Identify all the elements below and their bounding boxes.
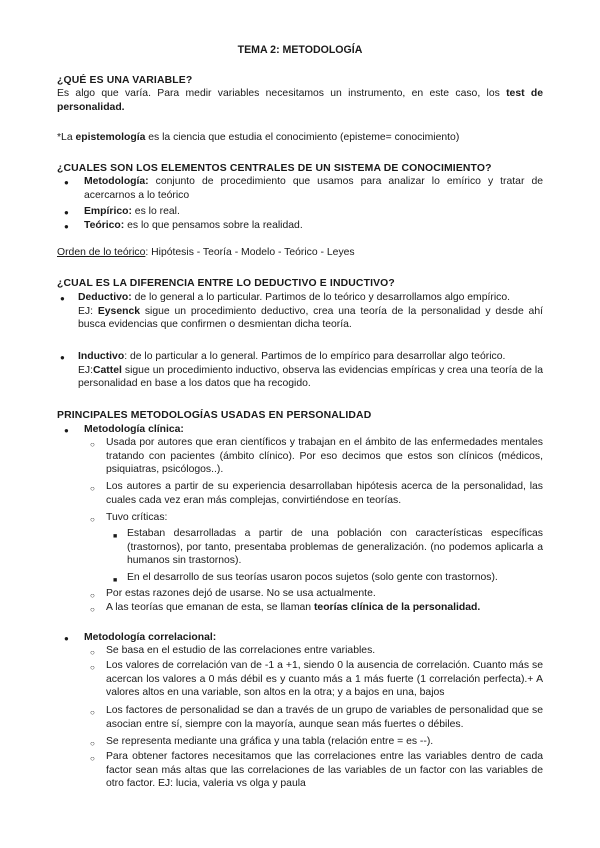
criticism-1: Estaban desarrolladas a partir de una población con características específicas (trastornos), por tanto, presentaba problemas de generalización. (no podemos aplicarla a humanos sin trastornos). — [127, 528, 543, 567]
circle-bullet-icon: ○ — [90, 739, 95, 748]
item-text: es lo que pensamos sobre la realidad. — [124, 220, 303, 231]
epistemology-note — [57, 131, 543, 145]
bullet-icon: ● — [64, 426, 69, 435]
list-item-metodologia — [84, 175, 543, 202]
clinical-point-1: Usada por autores que eran científicos y trabajan en el ámbito de las enfermedades mentales tratando con pacientes (ámbito clínico). Por eso decimos que estos son clínicos (médicos, psiquiatras, psicólogos..). — [106, 437, 543, 476]
clinical-label-text: Metodología clínica: — [84, 424, 184, 435]
bullet-icon: ● — [64, 208, 69, 217]
correlational-label — [84, 631, 216, 645]
note-text: es la ciencia que estudia el conocimiento (episteme= conocimiento) — [148, 132, 460, 143]
example-author: Eysenck — [97, 305, 141, 317]
deductive-label: Deductivo: — [78, 292, 132, 303]
inductive-example — [78, 364, 543, 391]
criticism-2: En el desarrollo de sus teorías usaron pocos sujetos (solo gente con trastornos). — [127, 572, 498, 583]
clinical-point-2: Los autores a partir de su experiencia desarrollaban hipótesis acerca de la personalidad, las cuales cada vez eran más complejas, convirtiéndose en teorías. — [106, 481, 543, 506]
clinical-theories-bold: teorías clínica de la personalidad. — [313, 602, 481, 613]
item-text: conjunto de procedimiento que usamos para analizar lo emírico y tratar de acercarnos a lo teórico — [84, 176, 543, 201]
deductive-item — [78, 291, 543, 332]
list-item-teorico — [84, 219, 543, 233]
circle-bullet-icon: ○ — [90, 484, 95, 493]
circle-bullet-icon: ○ — [90, 648, 95, 657]
list-item-empirico — [84, 205, 543, 219]
order-label: Orden de lo teórico — [57, 247, 146, 258]
example-text: sigue un procedimiento deductivo, crea una teoría de la personalidad y desde ahí busca evidencias que confirmen o desmientan dicha teoría. — [78, 305, 543, 331]
correlational-point-2: Los valores de correlación van de -1 a +1, siendo 0 la ausencia de correlación. Cuanto más se acercan los valores a 0 más débil es y cuanto más a 1 más fuerte (1 correlación perfecta).+ A valores altos en una variable, son altos en la otra; y a bajos en una, bajos — [106, 660, 543, 699]
inductive-line — [78, 350, 543, 364]
inductive-label: Inductivo — [78, 351, 125, 362]
clinical-point-5 — [106, 601, 543, 615]
square-bullet-icon: ■ — [113, 533, 118, 540]
deductive-example — [78, 305, 543, 332]
deductive-text: de lo general a lo particular. Partimos de lo teórico y desarrollamos algo empírico. — [131, 292, 510, 303]
circle-bullet-icon: ○ — [90, 663, 95, 672]
circle-bullet-icon: ○ — [90, 605, 95, 614]
circle-bullet-icon: ○ — [90, 515, 95, 524]
clinical-label — [84, 423, 184, 437]
clinical-point-4: Por estas razones dejó de usarse. No se usa actualmente. — [106, 588, 376, 599]
bullet-icon: ● — [60, 353, 65, 362]
circle-bullet-icon: ○ — [90, 708, 95, 717]
circle-bullet-icon: ○ — [90, 591, 95, 600]
correlational-point-4: Se representa mediante una gráfica y una tabla (relación entre = es --). — [106, 736, 434, 747]
circle-bullet-icon: ○ — [90, 754, 95, 763]
variable-text: Es algo que varía. Para medir variables necesitamos un instrumento, en este caso, los — [57, 88, 500, 99]
heading-deductive-inductive: ¿CUAL ES LA DIFERENCIA ENTRE LO DEDUCTIVO E INDUCTIVO? — [57, 278, 395, 289]
item-text: es lo real. — [131, 206, 180, 217]
heading-variable: ¿QUÉ ES UNA VARIABLE? — [57, 75, 193, 86]
clinical-point-3: Tuvo críticas: — [106, 512, 168, 523]
heading-methodologies: PRINCIPALES METODOLOGÍAS USADAS EN PERSONALIDAD — [57, 410, 372, 421]
variable-paragraph — [57, 87, 543, 114]
square-bullet-icon: ■ — [113, 577, 118, 584]
correlational-label-text: Metodología correlacional: — [84, 632, 217, 643]
inductive-item — [78, 350, 543, 391]
variable-bold-text: test de personalidad. — [57, 88, 543, 113]
heading-elements: ¿CUALES SON LOS ELEMENTOS CENTRALES DE UN SISTEMA DE CONOCIMIENTO? — [57, 163, 492, 174]
clinical-theories-text: A las teorías que emanan de esta, se llaman — [106, 602, 312, 613]
bullet-icon: ● — [64, 634, 69, 643]
correlational-point-5: Para obtener factores necesitamos que las correlaciones entre las variables dentro de cada factor sean más altas que las correlaciones de las variables de un factor con las variables de otro factor. EJ: lucia, valeria vs olga y paula — [106, 751, 543, 790]
theory-order — [57, 246, 543, 260]
correlational-point-1: Se basa en el estudio de las correlaciones entre variables. — [106, 645, 376, 656]
example-prefix: EJ: — [78, 364, 94, 376]
bullet-icon: ● — [64, 178, 69, 187]
item-label: Metodología: — [84, 176, 149, 187]
page-title: TEMA 2: METODOLOGÍA — [237, 44, 363, 56]
inductive-text: : de lo particular a lo general. Partimos de lo empírico para desarrollar algo teórico. — [124, 351, 506, 362]
bullet-icon: ● — [60, 294, 65, 303]
note-prefix: *La — [57, 132, 73, 143]
circle-bullet-icon: ○ — [90, 440, 95, 449]
item-label: Empírico: — [84, 206, 132, 217]
example-text: sigue un procedimiento inductivo, observa las evidencias empíricas y crea una teoría de la personalidad en base a los datos que ha recogido. — [78, 364, 543, 390]
order-text: : Hipótesis - Teoría - Modelo - Teórico - Leyes — [145, 247, 355, 258]
item-label: Teórico: — [84, 220, 125, 231]
note-bold-term: epistemología — [75, 132, 146, 143]
bullet-icon: ● — [64, 222, 69, 231]
example-author: Cattel — [93, 364, 122, 376]
example-prefix: EJ: — [78, 305, 94, 317]
deductive-line — [78, 291, 543, 305]
correlational-point-3: Los factores de personalidad se dan a través de un grupo de variables de personalidad que se asocian entre sí, siempre con la mayoría, aunque sean más fuertes o débiles. — [106, 705, 543, 730]
